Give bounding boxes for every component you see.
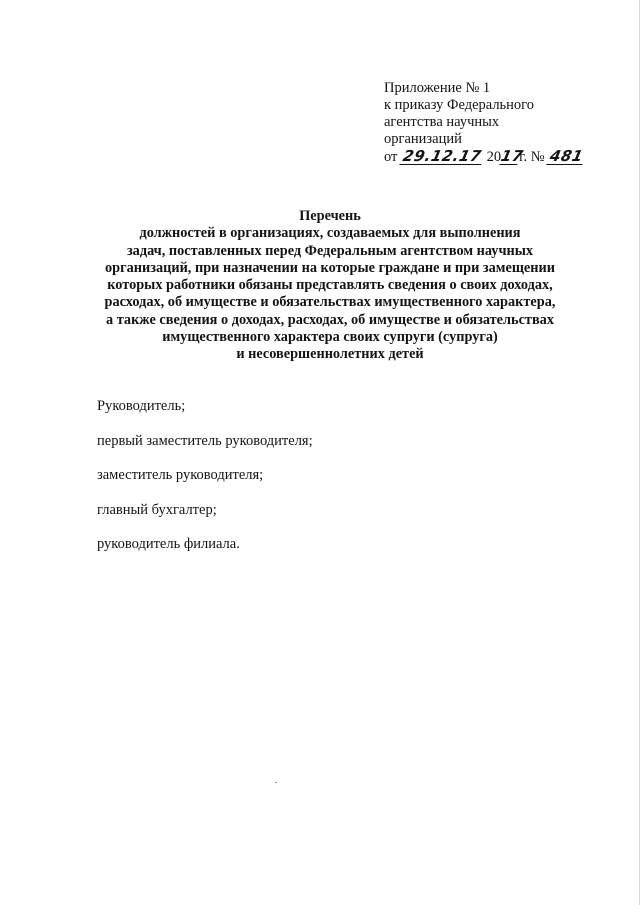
title-line: которых работники обязаны представлять сведения о своих доходах, — [107, 277, 553, 294]
position-item: главный бухгалтер; — [97, 501, 217, 518]
year-suffix-handwritten: 17 — [499, 147, 526, 165]
order-date-handwritten: 29.12.17 — [401, 147, 484, 165]
title-line: организаций, при назначении на которые граждане и при замещении — [104, 259, 555, 276]
position-item: руководитель филиала. — [97, 536, 240, 552]
title-line: а также сведения о доходах, расходах, об имуществе и обязательствах — [106, 311, 554, 328]
positions-list — [97, 398, 547, 571]
title-line: и несовершеннолетних детей — [236, 346, 424, 363]
scan-speck — [275, 782, 277, 783]
appendix-agency: агентства научных — [384, 114, 500, 130]
order-prefix: от — [384, 149, 398, 165]
position-item: заместитель руководителя; — [97, 467, 264, 483]
title-heading: Перечень — [299, 208, 361, 224]
appendix-title: Приложение № 1 — [384, 80, 491, 96]
appendix-block — [384, 80, 624, 166]
order-date-line — [384, 149, 624, 166]
order-number-handwritten: 481 — [548, 147, 586, 165]
position-item: первый заместитель руководителя; — [97, 432, 313, 449]
title-line: задач, поставленных перед Федеральным агентством научных — [126, 242, 534, 259]
appendix-order-ref: к приказу Федерального — [384, 97, 535, 113]
position-item: Руководитель; — [97, 398, 186, 414]
appendix-organizations: организаций — [384, 131, 462, 147]
year-prefix: 20 — [486, 149, 502, 165]
year-tail: г. № — [519, 149, 545, 165]
title-line: должностей в организациях, создаваемых для выполнения — [139, 225, 521, 242]
title-line: расходах, об имуществе и обязательствах имущественного характера, — [104, 294, 556, 311]
title-line: имущественного характера своих супруги (супруга) — [162, 329, 498, 346]
document-title — [80, 208, 580, 364]
